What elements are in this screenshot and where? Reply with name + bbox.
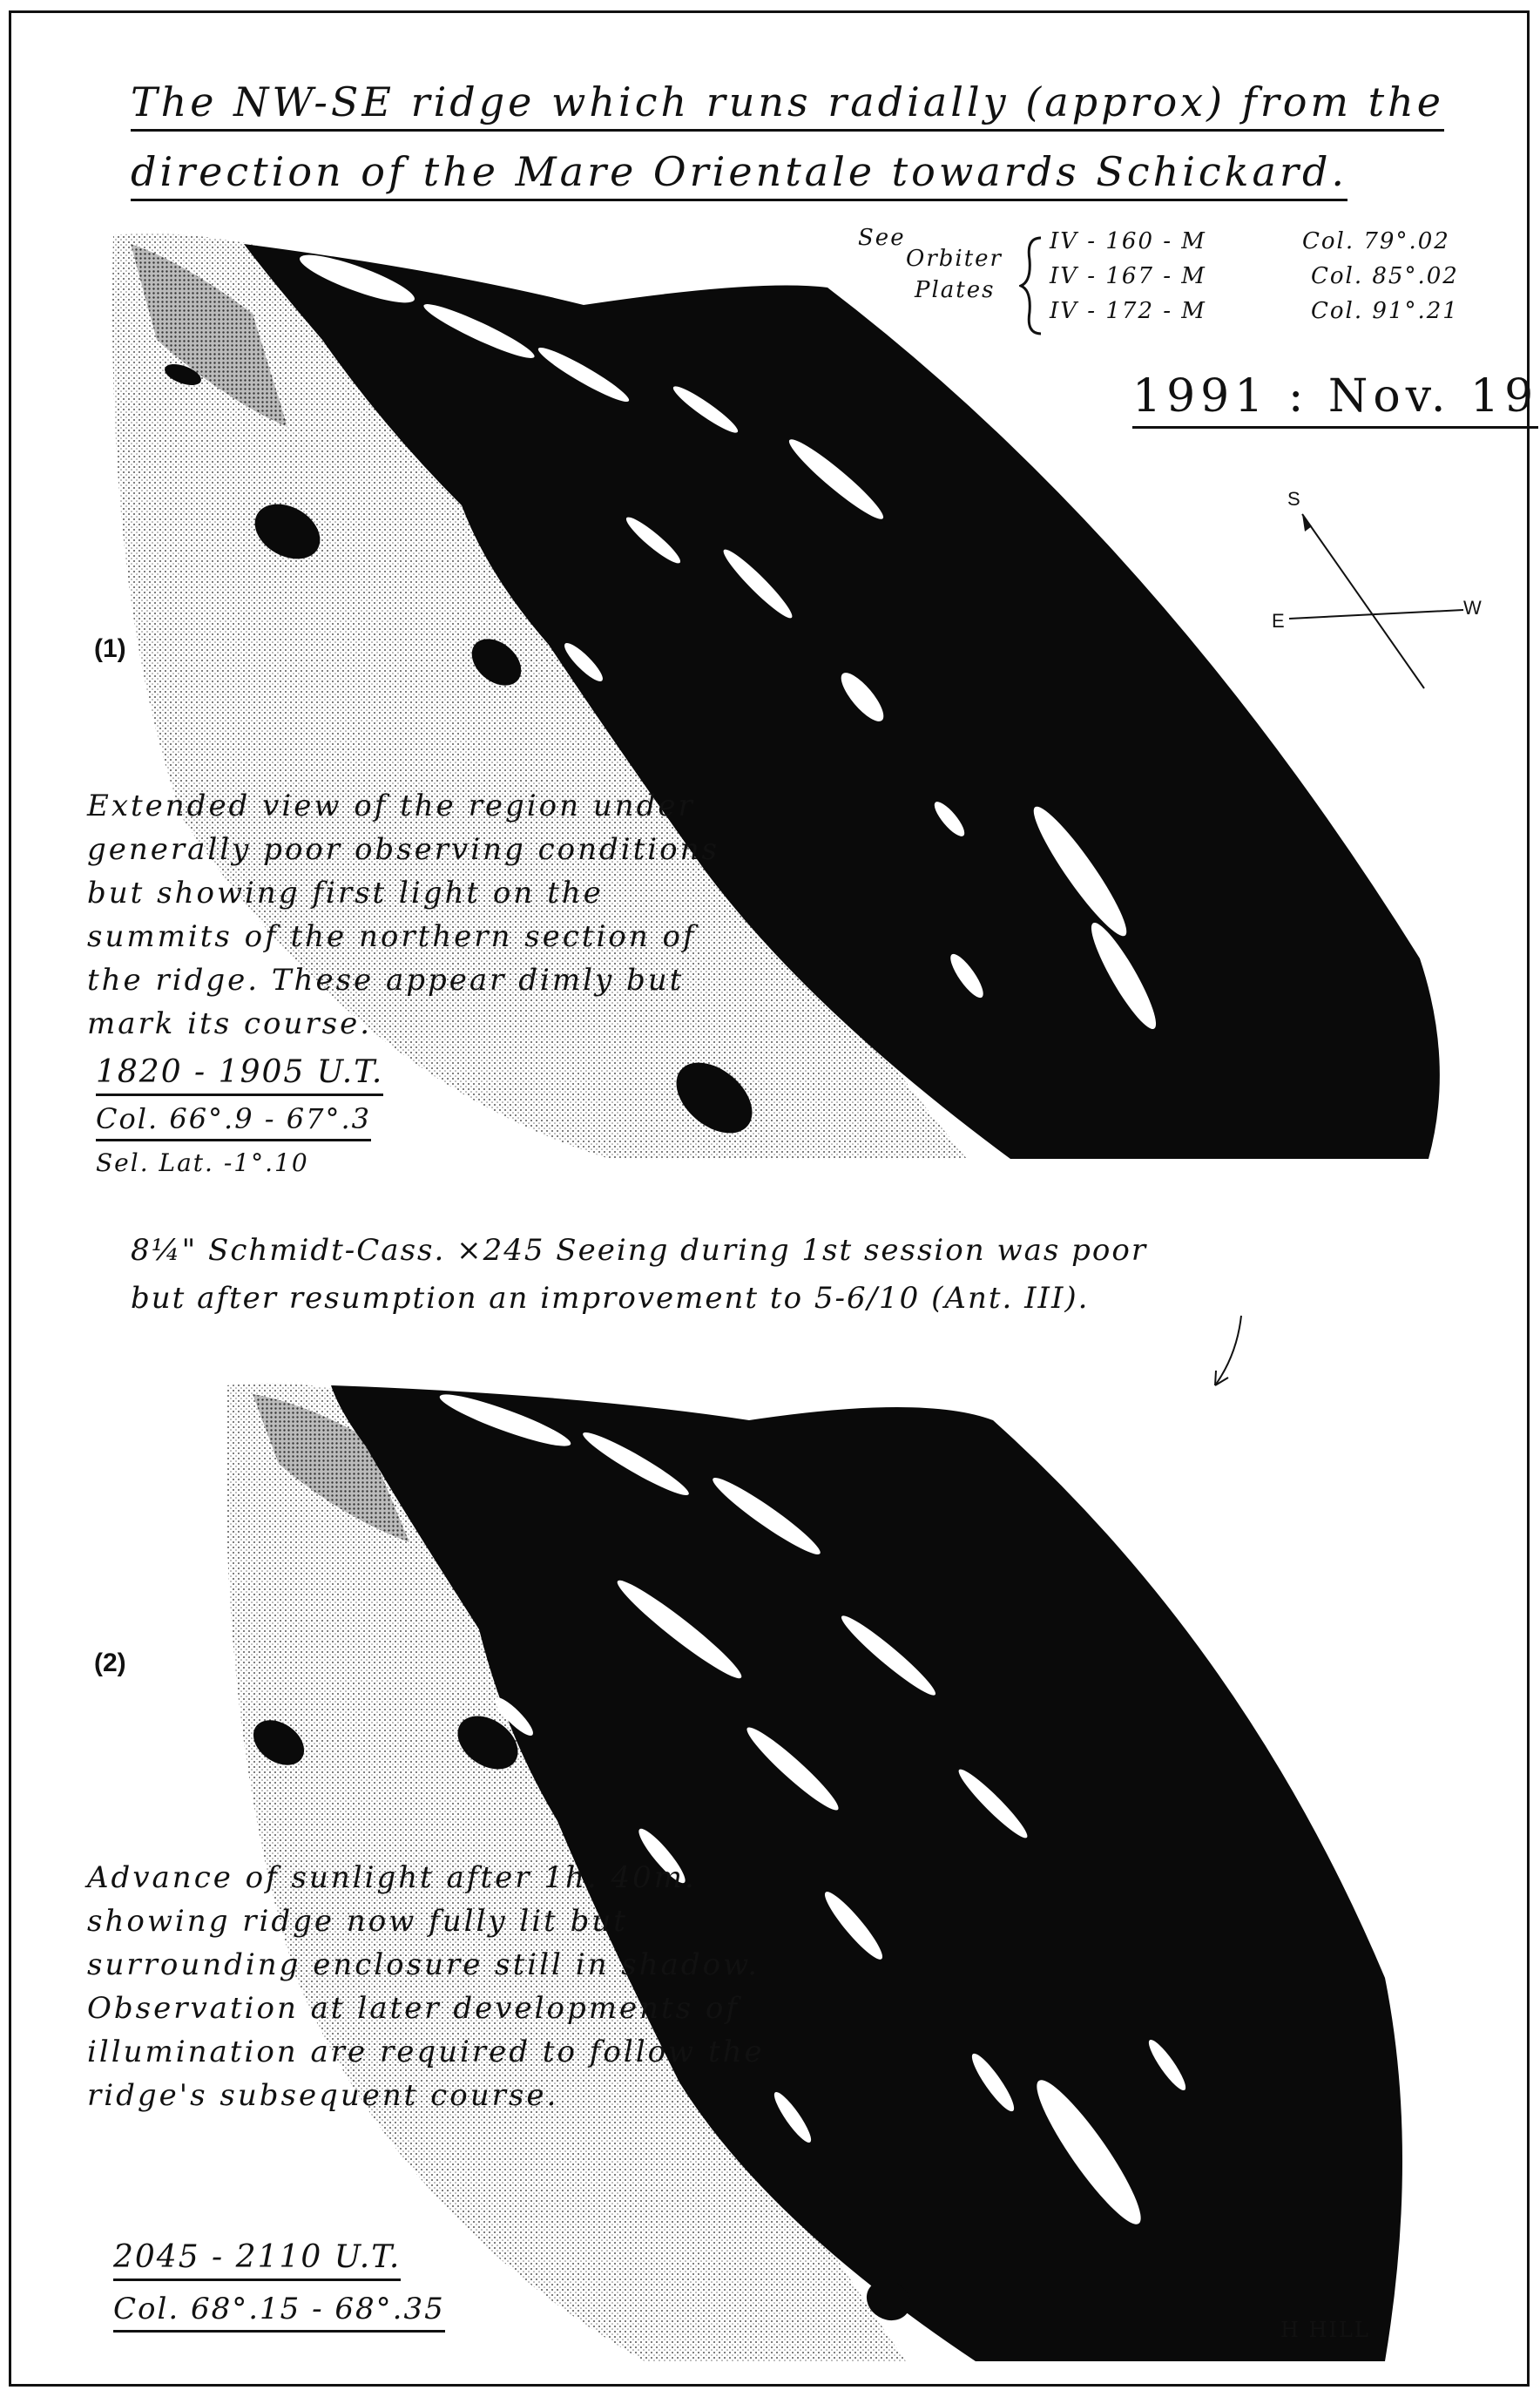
title-line-2: direction of the Mare Orientale towards Schickard. (131, 148, 1348, 201)
orbiter-label: Orbiter (906, 246, 1003, 272)
compass-west: W (1463, 597, 1482, 619)
plate-3-col: Col. 91°.21 (1311, 298, 1459, 324)
instrument-line-2: but after resumption an improvement to 5-6/10 (Ant. III). (131, 1281, 1090, 1316)
panel-1-note: Extended view of the region under generally poor observing conditions but showing first light on the summits of the northern section of the ridge. These appear dimly but mark its course. (87, 789, 719, 1041)
panel-1-col: Col. 66°.9 - 67°.3 (96, 1102, 371, 1141)
observation-date: 1991 : Nov. 19 (1132, 370, 1538, 429)
panel-2-time: 2045 - 2110 U.T. (113, 2239, 401, 2281)
panel-2-col: Col. 68°.15 - 68°.35 (113, 2292, 445, 2333)
panel-2-label: (2) (94, 1649, 126, 1677)
plate-3-id: IV - 172 - M (1050, 298, 1206, 324)
panel-1-label: (1) (94, 634, 126, 663)
panel-2-note: Advance of sunlight after 1h. 40m. showing ridge now fully lit but surrounding enclosure still in shadow. Observation at later developments of illumination are required to follow the ridge's subsequent course. (87, 1860, 765, 2113)
plates-label: Plates (915, 277, 996, 303)
plate-2-col: Col. 85°.02 (1311, 263, 1459, 289)
title-line-1: The NW-SE ridge which runs radially (approx) from the (131, 78, 1444, 132)
instrument-line-1: 8¼" Schmidt-Cass. ×245 Seeing during 1st session was poor (131, 1233, 1148, 1268)
compass-south: S (1287, 488, 1300, 510)
panel-1-time: 1820 - 1905 U.T. (96, 1054, 383, 1096)
see-label: See (858, 225, 906, 251)
panel-1-sel-lat: Sel. Lat. -1°.10 (96, 1148, 309, 1177)
plate-2-id: IV - 167 - M (1050, 263, 1206, 289)
artist-signature: H HILL (1280, 2318, 1370, 2342)
plate-1-id: IV - 160 - M (1050, 228, 1206, 254)
plate-1-col: Col. 79°.02 (1302, 228, 1450, 254)
compass-east: E (1272, 610, 1285, 632)
